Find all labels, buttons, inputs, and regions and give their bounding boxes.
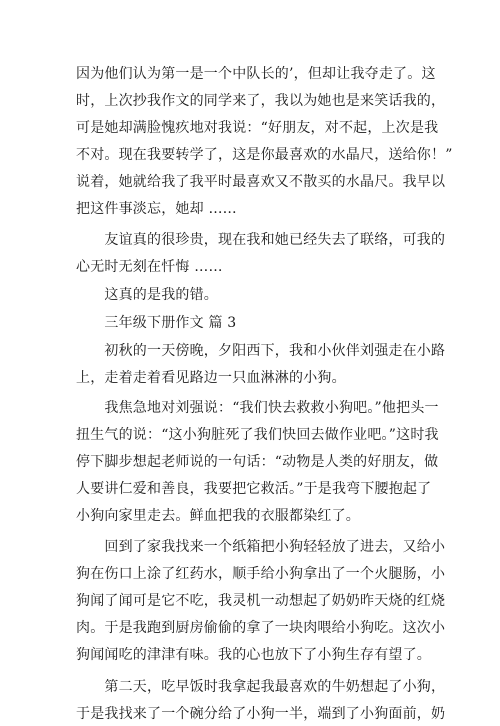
text-line: 人要讲仁爱和善良，我要把它救活。”于是我弯下腰抱起了 <box>76 481 432 497</box>
text-line: 上，走着走着看见路边一只血淋淋的小狗。 <box>76 370 346 386</box>
text-line: 回到了家我找来一个纸箱把小狗轻轻放了进去，又给小 <box>76 539 446 555</box>
text-line: 可是她却满脸愧疚地对我说：“好朋友，对不起，上次是我 <box>76 120 439 136</box>
text-line: 我焦急地对刘强说：“我们快去救救小狗吧。”他把头一 <box>76 400 439 416</box>
text-line: 于是我找来了一个碗分给了小狗一半，端到了小狗面前，奶 <box>76 706 446 722</box>
text-line: 因为他们认为第一是一个中队长的’，但却让我夺走了。这 <box>76 66 436 82</box>
text-line: 说着，她就给我了我平时最喜欢又不散买的水晶尺。我早以 <box>76 174 446 190</box>
text-line: 把这件事淡忘，她却 …… <box>76 201 237 217</box>
text-line: 第二天，吃早饭时我拿起我最喜欢的牛奶想起了小狗， <box>76 679 446 695</box>
text-line: 初秋的一天傍晚，夕阳西下，我和小伙伴刘强走在小路 <box>76 343 446 359</box>
text-line: 肉。于是我跑到厨房偷偷的拿了一块肉喂给小狗吃。这次小 <box>76 620 446 636</box>
section-heading: 三年级下册作文 篇 3 <box>76 315 237 331</box>
text-line: 狗在伤口上涂了红药水，顺手给小狗拿出了一个火腿肠，小 <box>76 566 446 582</box>
text-line: 停下脚步想起老师说的一句话：“动物是人类的好朋友，做 <box>76 454 439 470</box>
text-line: 时，上次抄我作文的同学来了，我以为她也是来笑话我的， <box>76 93 446 109</box>
text-line: 这真的是我的错。 <box>76 287 218 303</box>
text-line: 狗闻闻吃的津津有味。我的心也放下了小狗生存有望了。 <box>76 647 431 663</box>
text-line: 友谊真的很珍贵，现在我和她已经失去了联络，可我的 <box>76 232 446 248</box>
text-line: 扭生气的说：“这小狗脏死了我们快回去做作业吧。”这时我 <box>76 427 439 443</box>
text-line: 小狗向家里走去。鲜血把我的衣服都染红了。 <box>76 508 360 524</box>
text-line: 不对。现在我要转学了，这是你最喜欢的水晶尺，送给你！” <box>76 147 453 163</box>
text-line: 心无时无刻在忏悔 …… <box>76 259 223 275</box>
text-line: 狗闻了闻可是它不吃，我灵机一动想起了奶奶昨天烧的红烧 <box>76 593 446 609</box>
